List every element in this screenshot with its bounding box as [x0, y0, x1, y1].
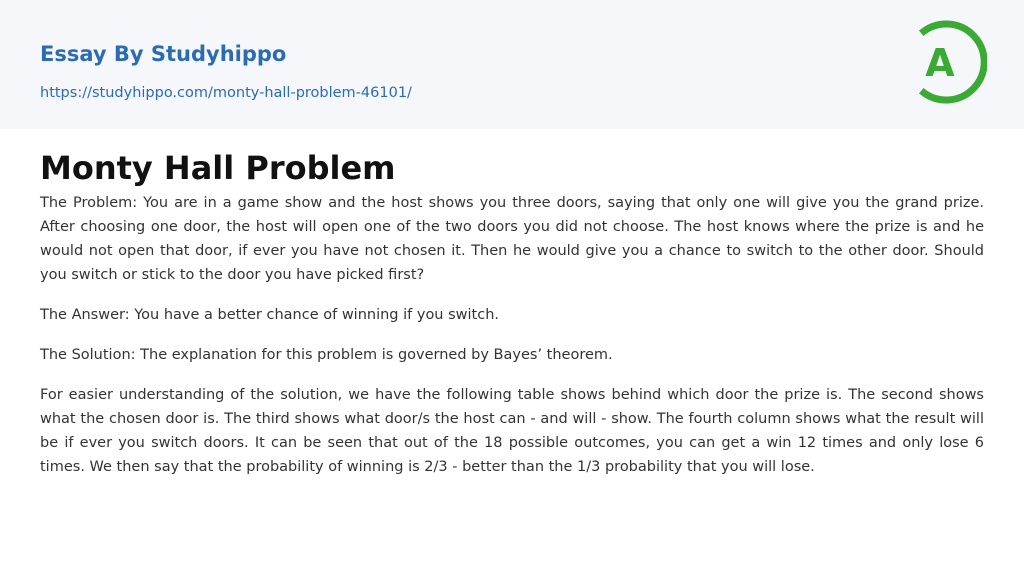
article: [0, 129, 1024, 479]
page-title: Monty Hall Problem: [40, 149, 396, 187]
page-url-link[interactable]: https://studyhippo.com/monty-hall-problem-46101/: [40, 85, 412, 101]
studyhippo-logo-icon[interactable]: [903, 20, 987, 104]
paragraph-problem: The Problem: You are in a game show and the host shows you three doors, saying that only one will give you the grand prize. After choosing one door, the host will open one of the two doors you did not choose. The host knows where the prize is and he would not open that door, if ever you have not chosen it. Then he would give you a chance to switch to the other door. Should you switch or stick to the door you have picked first?: [40, 195, 984, 283]
logo-letter: A: [925, 41, 955, 85]
site-brand[interactable]: Essay By Studyhippo: [40, 42, 287, 66]
site-header: [0, 0, 1024, 129]
paragraph-explanation: For easier understanding of the solution, we have the following table shows behind which door the prize is. The second shows what the chosen door is. The third shows what door/s the host can - and will - show. The fourth column shows what the result will be if ever you switch doors. It can be seen that out of the 18 possible outcomes, you can get a win 12 times and only lose 6 times. We then say that the probability of winning is 2/3 - better than the 1/3 probability that you will lose.: [40, 387, 984, 475]
paragraph-answer: The Answer: You have a better chance of winning if you switch.: [40, 307, 500, 323]
paragraph-solution: The Solution: The explanation for this problem is governed by Bayes’ theorem.: [40, 347, 613, 363]
